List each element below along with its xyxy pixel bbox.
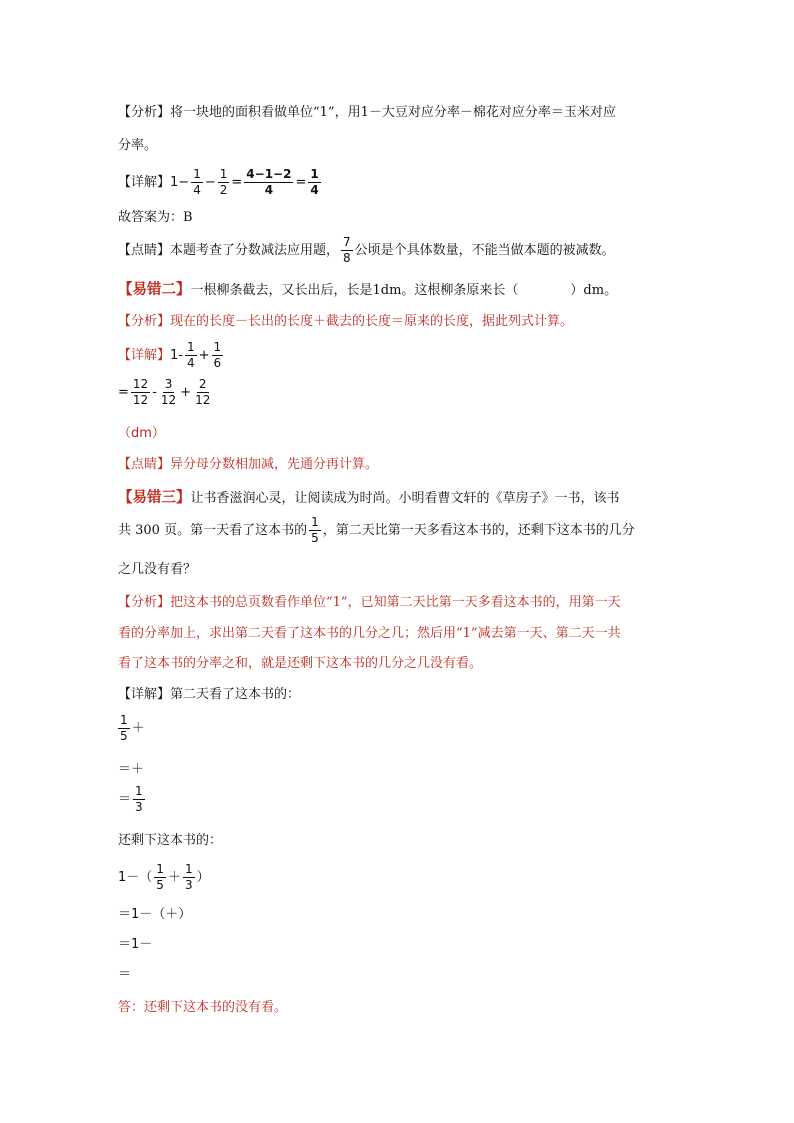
detail-3-label: 【详解】第二天看了这本书的： (118, 687, 301, 702)
question-3-line-2 (118, 516, 635, 546)
step-3 (118, 785, 147, 815)
question-3-line-3: 之几没有看？ (118, 562, 197, 577)
numerator: 1 (310, 167, 319, 181)
expr-text: 1- (170, 348, 183, 363)
numerator: 1 (184, 862, 193, 876)
analysis-2: 【分析】现在的长度－长出的长度＋截去的长度＝原来的长度，据此列式计算。 (118, 314, 574, 329)
numerator: 7 (343, 235, 351, 249)
fraction (183, 863, 195, 892)
detail-label: 【详解】 (118, 175, 171, 190)
remain-step-1 (118, 863, 210, 893)
final-answer: 答：还剩下这本书的没有看。 (118, 1000, 288, 1015)
minus-sign: − (178, 175, 190, 190)
expr-text: 1－（ (118, 870, 153, 885)
numerator: 1 (213, 340, 222, 354)
remain-step-3: ＝1－ (118, 937, 153, 952)
expr-text: ） (196, 870, 210, 885)
fraction (131, 378, 150, 407)
denominator: 12 (160, 393, 177, 407)
fraction (308, 168, 320, 197)
denominator: 12 (195, 393, 211, 407)
question-2 (118, 281, 617, 300)
step-1 (118, 714, 145, 744)
numerator: 1 (311, 515, 319, 529)
denominator: 2 (219, 183, 228, 197)
denominator: 6 (213, 356, 222, 370)
denominator: 12 (132, 393, 149, 407)
fraction (341, 236, 353, 265)
plus-sign: + (180, 385, 192, 400)
detail-label: 【详解】 (118, 348, 171, 363)
denominator: 3 (184, 878, 193, 892)
fraction (218, 168, 230, 197)
fraction (185, 341, 197, 370)
step-2: ＝＋ (118, 762, 145, 777)
question-3-line-1 (118, 489, 620, 508)
remain-label: 还剩下这本书的： (118, 833, 223, 848)
detail-equation-1 (118, 168, 323, 198)
point-text: 【点睛】本题考查了分数减法应用题， (118, 243, 340, 258)
plus-sign: ＋ (167, 870, 181, 885)
plus-sign: + (198, 348, 210, 363)
denominator: 4 (193, 183, 201, 197)
numerator: 1 (156, 862, 164, 876)
equals-sign: ＝ (118, 792, 132, 807)
point-2: 【点睛】异分母分数相加减，先通分再计算。 (118, 457, 379, 472)
fraction (154, 863, 166, 892)
analysis-line-2: 分率。 (118, 138, 158, 153)
denominator: 8 (343, 251, 351, 265)
numerator: 1 (120, 713, 128, 727)
equals-sign: = (118, 385, 129, 400)
denominator: 5 (156, 878, 164, 892)
numerator: 4−1−2 (246, 167, 292, 181)
denominator: 4 (310, 183, 319, 197)
numerator: 1 (193, 167, 201, 181)
fraction (159, 378, 178, 407)
fraction (212, 341, 224, 370)
error-title-2: 【易错二】 (118, 281, 191, 298)
point-line (118, 236, 615, 266)
point-text-rest: 公顷是个具体数量，不能当做本题的被减数。 (354, 243, 615, 258)
analysis-line-1: 【分析】将一块地的面积看做单位“1”，用1－大豆对应分率－棉花对应分率＝玉米对应 (118, 105, 616, 120)
question-3-text-2b: ，第二天比第一天多看这本书的，还剩下这本书的几分 (322, 523, 635, 538)
unit-line: （dm） (118, 426, 165, 441)
denominator: 5 (311, 531, 319, 545)
answer-line: 故答案为：B (118, 210, 193, 225)
question-2-unit: ）dm。 (570, 283, 618, 298)
fraction (244, 168, 293, 197)
denominator: 4 (264, 183, 274, 197)
minus-sign: − (204, 175, 216, 190)
numerator: 12 (132, 377, 149, 391)
detail-one: 1 (170, 175, 179, 190)
numerator: 3 (164, 377, 173, 391)
plus-sign: ＋ (131, 721, 145, 736)
denominator: 3 (135, 800, 143, 814)
numerator: 1 (135, 784, 143, 798)
analysis-3-line-1: 【分析】把这本书的总页数看作单位“1”，已知第二天比第一天多看这本书的，用第一天 (118, 595, 621, 610)
numerator: 2 (198, 377, 207, 391)
detail-2-line-2 (118, 378, 214, 408)
fraction (118, 714, 130, 743)
remain-step-2: ＝1－（＋） (118, 907, 192, 922)
fraction (133, 785, 145, 814)
fraction (191, 168, 203, 197)
error-title-3: 【易错三】 (118, 489, 191, 506)
question-2-text: 一根柳条截去，又长出后，长是1dm。这根柳条原来长（ (190, 283, 519, 298)
question-3-text-2a: 共 300 页。第一天看了这本书的 (118, 523, 308, 538)
minus-sign: - (152, 385, 157, 400)
detail-2-line-1 (118, 341, 225, 371)
analysis-3-line-2: 看的分率加上，求出第二天看了这本书的几分之几；然后用“1”减去第一天、第二天一共 (118, 626, 621, 641)
numerator: 1 (219, 167, 228, 181)
fraction (309, 516, 321, 545)
fraction (193, 378, 212, 407)
denominator: 5 (120, 729, 128, 743)
equals-sign: = (295, 175, 307, 190)
question-3-text: 让书香滋润心灵，让阅读成为时尚。小明看曹文轩的《草房子》一书，该书 (190, 491, 620, 506)
remain-step-4: ＝ (118, 967, 132, 982)
equals-sign: = (231, 175, 243, 190)
denominator: 4 (186, 356, 195, 370)
numerator: 1 (186, 340, 195, 354)
analysis-3-line-3: 看了这本书的分率之和，就是还剩下这本书的几分之几没有看。 (118, 656, 483, 671)
